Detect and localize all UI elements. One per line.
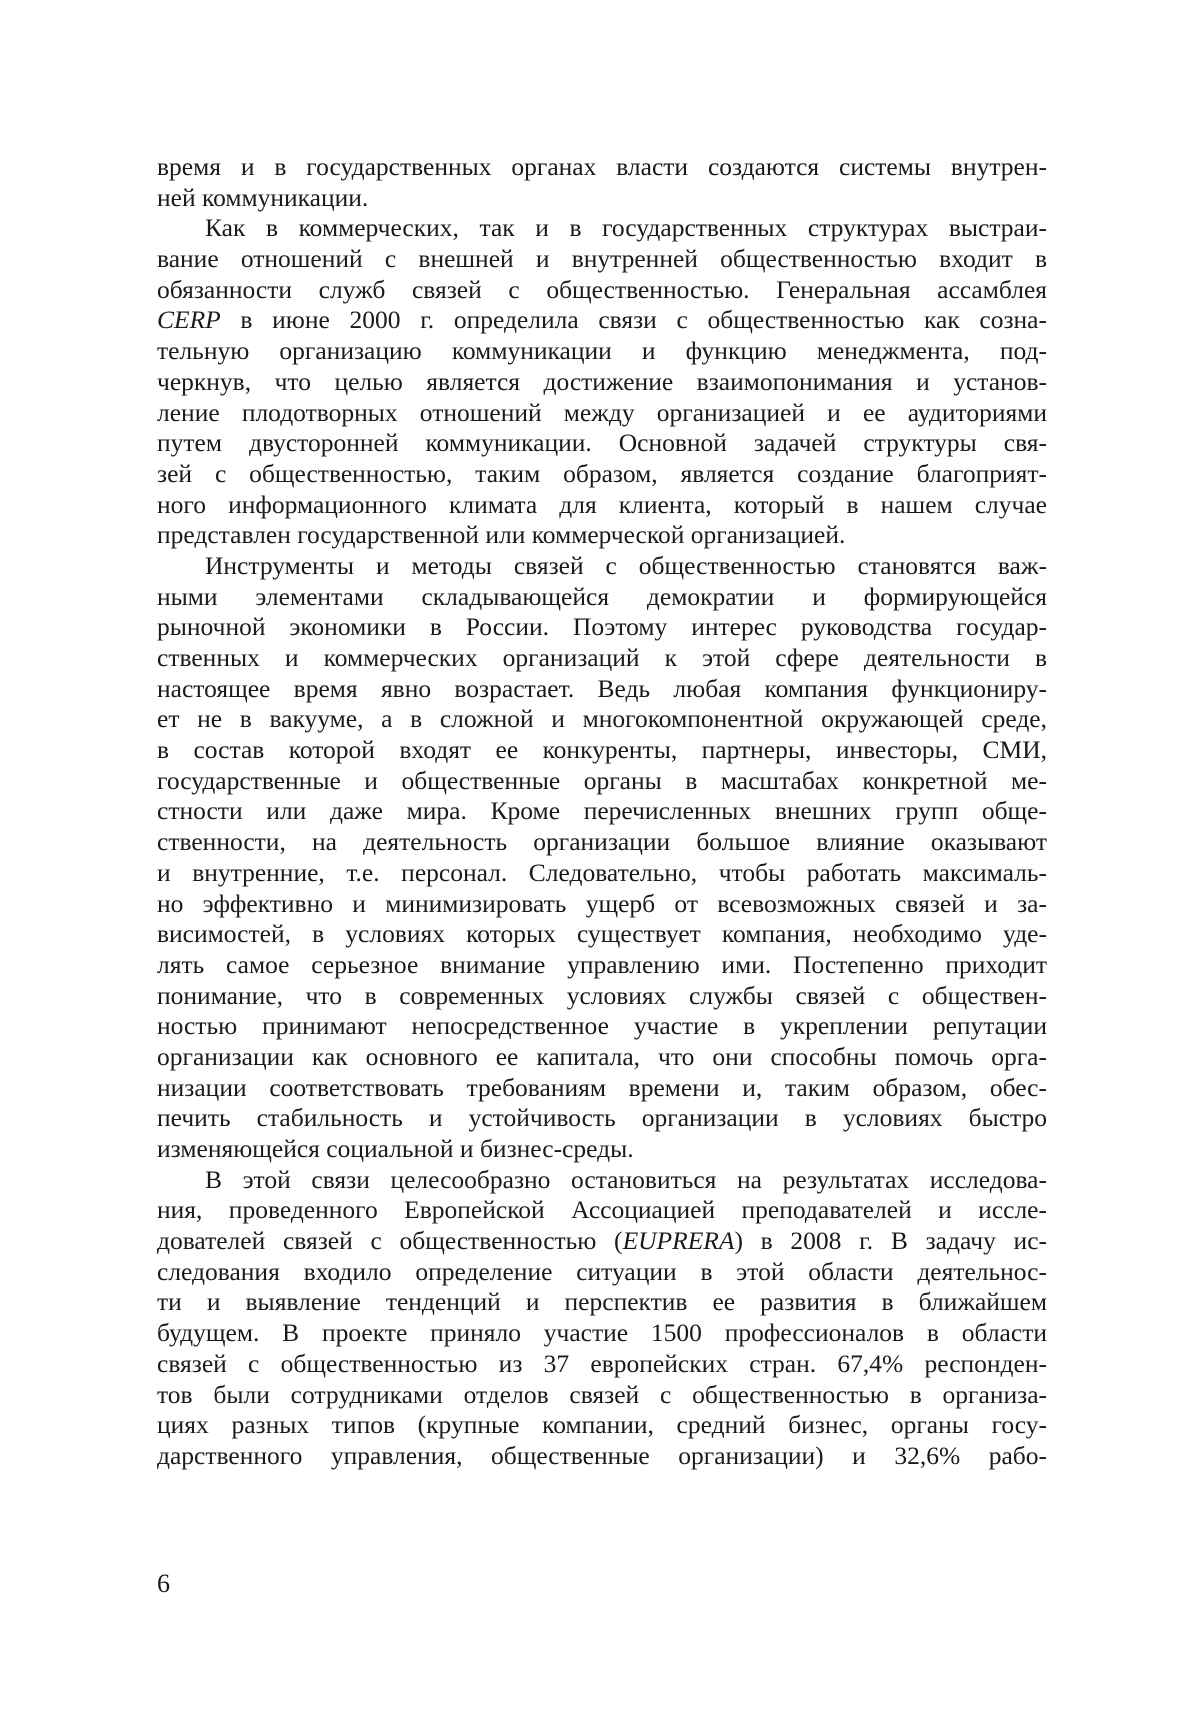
text-line: дарственного управления, общественные организации) и 32,6% рабо- bbox=[157, 1440, 1047, 1470]
text-line: понимание, что в современных условиях службы связей с обществен- bbox=[157, 980, 1047, 1010]
paragraph-2 bbox=[157, 213, 1047, 551]
text-line: ного информационного климата для клиента, который в нашем случае bbox=[157, 489, 1047, 519]
text-line: печить стабильность и устойчивость организации в условиях быстро bbox=[157, 1103, 1047, 1133]
text-line: будущем. В проекте приняло участие 1500 профессионалов в области bbox=[157, 1318, 1047, 1348]
text-line: изменяющейся социальной и бизнес-среды. bbox=[157, 1134, 634, 1163]
text-line: настоящее время явно возрастает. Ведь любая компания функциониру- bbox=[157, 673, 1047, 703]
paragraph-4 bbox=[157, 1165, 1047, 1472]
text-line: тельную организацию коммуникации и функцию менеджмента, под- bbox=[157, 336, 1047, 366]
text-line: рыночной экономики в России. Поэтому интерес руководства государ- bbox=[157, 612, 1047, 642]
text-line: организации как основного ее капитала, что они способны помочь орга- bbox=[157, 1041, 1047, 1071]
text-line: следования входило определение ситуации в этой области деятельнос- bbox=[157, 1256, 1047, 1286]
text-line: и внутренние, т.е. персонал. Следовательно, чтобы работать максималь- bbox=[157, 857, 1047, 887]
paragraph-1 bbox=[157, 152, 1047, 213]
text-line: ния, проведенного Европейской Ассоциацией преподавателей и иссле- bbox=[157, 1195, 1047, 1225]
text-line: государственные и общественные органы в масштабах конкретной ме- bbox=[157, 765, 1047, 795]
text-line: Инструменты и методы связей с общественностью становятся важ- bbox=[205, 550, 1047, 580]
text-line: ет не в вакууме, а в сложной и многокомпонентной окружающей среде, bbox=[157, 704, 1047, 734]
text-line: ностью принимают непосредственное участие в укреплении репутации bbox=[157, 1011, 1047, 1041]
text-line: циях разных типов (крупные компании, средний бизнес, органы госу- bbox=[157, 1410, 1047, 1440]
text-line: низации соответствовать требованиям времени и, таким образом, обес- bbox=[157, 1072, 1047, 1102]
text-line: лять самое серьезное внимание управлению ими. Постепенно приходит bbox=[157, 949, 1047, 979]
text-line: представлен государственной или коммерческой организацией. bbox=[157, 520, 846, 550]
text-line: связей с общественностью из 37 европейских стран. 67,4% респонден- bbox=[157, 1348, 1047, 1378]
text-line: но эффективно и минимизировать ущерб от всевозможных связей и за- bbox=[157, 888, 1047, 918]
text-line: время и в государственных органах власти создаются системы внутрен- bbox=[157, 152, 1047, 181]
text-line: вание отношений с внешней и внутренней общественностью входит в bbox=[157, 244, 1047, 274]
text-line: в состав которой входят ее конкуренты, партнеры, инвесторы, СМИ, bbox=[157, 735, 1047, 765]
text-line: Как в коммерческих, так и в государственных структурах выстраи- bbox=[205, 213, 1047, 243]
text-line: ственных и коммерческих организаций к этой сфере деятельности в bbox=[157, 643, 1047, 672]
text-line: ственности, на деятельность организации большое влияние оказывают bbox=[157, 827, 1047, 857]
text-line: ными элементами складывающейся демократии и формирующейся bbox=[157, 581, 1047, 611]
text-line: ление плодотворных отношений между организацией и ее аудиториями bbox=[157, 397, 1047, 427]
page-number: 6 bbox=[157, 1569, 170, 1598]
text-line: висимостей, в условиях которых существует компания, необходимо уде- bbox=[157, 919, 1047, 949]
text-line: ней коммуникации. bbox=[157, 182, 369, 212]
paragraph-3 bbox=[157, 551, 1047, 1165]
text-line: черкнув, что целью является достижение взаимопонимания и установ- bbox=[157, 366, 1047, 396]
text-line: В этой связи целесообразно остановиться на результатах исследова- bbox=[205, 1164, 1047, 1194]
text-line: CERP в июне 2000 г. определила связи с общественностью как созна- bbox=[157, 305, 1047, 335]
text-line: тов были сотрудниками отделов связей с общественностью в организа- bbox=[157, 1379, 1047, 1409]
text-line: стности или даже мира. Кроме перечисленных внешних групп обще- bbox=[157, 796, 1047, 826]
text-line: дователей связей с общественностью (EUPRERA) в 2008 г. В задачу ис- bbox=[157, 1226, 1047, 1256]
text-line: обязанности служб связей с общественностью. Генеральная ассамблея bbox=[157, 274, 1047, 304]
text-line: ти и выявление тенденций и перспектив ее развития в ближайшем bbox=[157, 1287, 1047, 1317]
page-body bbox=[157, 152, 1047, 1472]
text-line: путем двусторонней коммуникации. Основной задачей структуры свя- bbox=[157, 428, 1047, 458]
text-line: зей с общественностью, таким образом, является создание благоприят- bbox=[157, 458, 1047, 488]
